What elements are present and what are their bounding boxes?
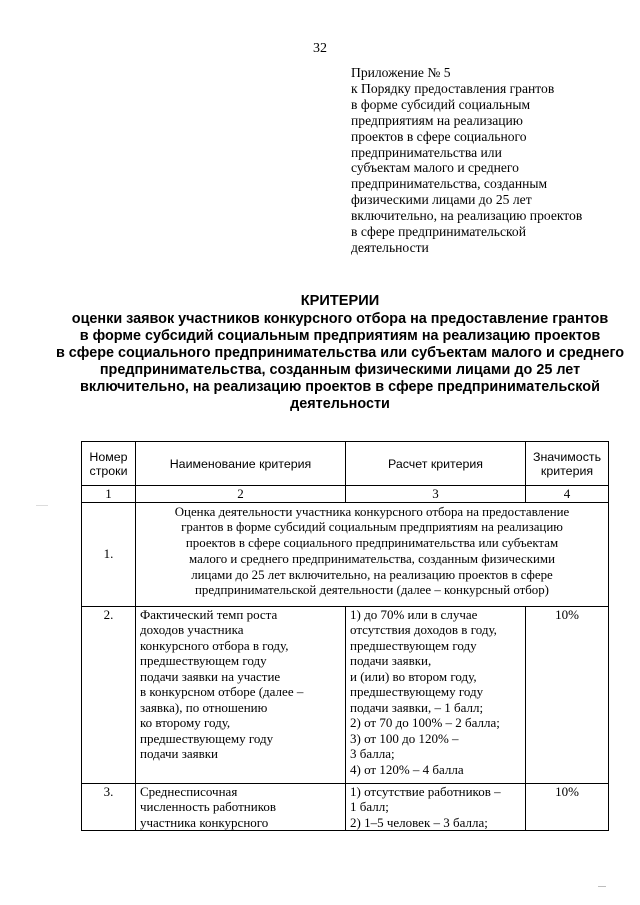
- header-calculation: Расчет критерия: [346, 442, 526, 486]
- table-header-row: [82, 442, 609, 486]
- page-number: 32: [313, 41, 327, 56]
- appendix-line: предпринимательства, созданным: [351, 176, 548, 192]
- table-row: [82, 606, 609, 783]
- appendix-line: включительно, на реализацию проектов: [351, 208, 583, 224]
- appendix-line: деятельности: [351, 239, 429, 255]
- header-criterion-name: Наименование критерия: [136, 442, 346, 486]
- title-subline: предпринимательства, созданным физическими лицами до 25 лет: [99, 362, 581, 378]
- column-numbers-row: [82, 486, 609, 503]
- cell-line: подачи заявки на участие: [140, 668, 281, 684]
- appendix-line: предприятиям на реализацию: [351, 112, 523, 128]
- appendix-line: предпринимательства или: [351, 144, 502, 160]
- group-line: предпринимательской деятельности (далее – конкурсный отбор): [195, 583, 549, 598]
- scan-artifact: [598, 886, 606, 887]
- title-subline: в форме субсидий социальным предприятиям на реализацию проектов: [79, 328, 601, 344]
- criterion-name-cell: [136, 606, 346, 783]
- cell-line: в конкурсном отборе (далее –: [140, 684, 304, 699]
- group-line: проектов в сфере социального предпринимательства или субъектам: [185, 536, 559, 551]
- table-row: [82, 783, 609, 831]
- cell-line: отсутствия доходов в году,: [350, 622, 497, 637]
- group-line: лицами до 25 лет включительно, на реализацию проектов в сфере: [191, 567, 553, 582]
- cell-line: подачи заявки, – 1 балл;: [350, 699, 484, 715]
- header-row-number: [82, 442, 136, 486]
- column-number: 4: [526, 486, 609, 503]
- group-line: малого и среднего предпринимательства, созданным физическими: [189, 551, 555, 566]
- cell-line: предшествующему году: [350, 684, 484, 699]
- weight-cell: 10%: [526, 783, 609, 831]
- cell-line: 3 балла;: [350, 746, 395, 761]
- appendix-line: к Порядку предоставления грантов: [351, 80, 555, 96]
- appendix-line: проектов в сфере социального: [351, 128, 527, 144]
- cell-line: численность работников: [140, 799, 276, 814]
- cell-line: подачи заявки: [140, 746, 218, 761]
- header-text: Значимость: [532, 449, 602, 464]
- cell-line: 3) от 100 до 120% –: [350, 730, 459, 746]
- group-line: грантов в форме субсидий социальным предприятиям на реализацию: [181, 520, 563, 535]
- cell-line: подачи заявки,: [350, 653, 432, 668]
- cell-line: Фактический темп роста: [140, 606, 278, 622]
- appendix-line: Приложение № 5: [351, 65, 451, 80]
- document-title-block: [40, 293, 640, 413]
- cell-line: ко второму году,: [140, 715, 231, 730]
- header-text: строки: [89, 463, 128, 478]
- row-number: 3.: [82, 783, 136, 831]
- appendix-reference: [351, 65, 623, 256]
- scan-artifact: [36, 505, 48, 506]
- row-number: 2.: [82, 606, 136, 783]
- weight-cell: 10%: [526, 606, 609, 783]
- column-number: 1: [82, 486, 136, 503]
- cell-line: конкурсного отбора в году,: [140, 637, 289, 653]
- cell-line: 2) от 70 до 100% – 2 балла;: [350, 715, 500, 730]
- row-number: 1.: [82, 502, 136, 606]
- document-title: КРИТЕРИИ: [300, 293, 380, 309]
- header-text: Номер: [89, 449, 128, 464]
- cell-line: предшествующему году: [140, 730, 274, 746]
- title-subline: оценки заявок участников конкурсного отбора на предоставление грантов: [71, 311, 609, 327]
- appendix-line: физическими лицами до 25 лет: [351, 192, 532, 208]
- cell-line: 1) отсутствие работников –: [350, 783, 501, 799]
- cell-line: 4) от 120% – 4 балла: [350, 761, 464, 777]
- cell-line: заявка), по отношению: [140, 699, 268, 715]
- title-subline: включительно, на реализацию проектов в сфере предпринимательской: [80, 379, 600, 395]
- criteria-table: [81, 441, 609, 831]
- title-subline: в сфере социального предпринимательства или субъектам малого и среднего: [55, 345, 625, 361]
- column-number: 3: [346, 486, 526, 503]
- group-line: Оценка деятельности участника конкурсного отбора на предоставление: [174, 504, 570, 519]
- group-row: [82, 502, 609, 606]
- cell-line: участника конкурсного: [140, 814, 269, 830]
- group-description: [136, 502, 609, 606]
- header-text: критерия: [540, 463, 594, 478]
- header-weight: [526, 442, 609, 486]
- cell-line: Среднесписочная: [140, 783, 238, 799]
- cell-line: и (или) во втором году,: [350, 668, 477, 684]
- cell-line: доходов участника: [140, 622, 244, 637]
- cell-line: 2) 1–5 человек – 3 балла;: [350, 814, 488, 830]
- appendix-line: субъектам малого и среднего: [351, 160, 519, 176]
- calculation-cell: [346, 783, 526, 831]
- cell-line: предшествующем году: [140, 653, 267, 668]
- criterion-name-cell: [136, 783, 346, 831]
- cell-line: 1) до 70% или в случае: [350, 606, 478, 622]
- appendix-line: в форме субсидий социальным: [351, 96, 531, 112]
- title-subline: деятельности: [290, 396, 390, 412]
- cell-line: 1 балл;: [350, 799, 389, 814]
- appendix-line: в сфере предпринимательской: [351, 224, 526, 240]
- cell-line: предшествующем году: [350, 637, 477, 653]
- calculation-cell: [346, 606, 526, 783]
- column-number: 2: [136, 486, 346, 503]
